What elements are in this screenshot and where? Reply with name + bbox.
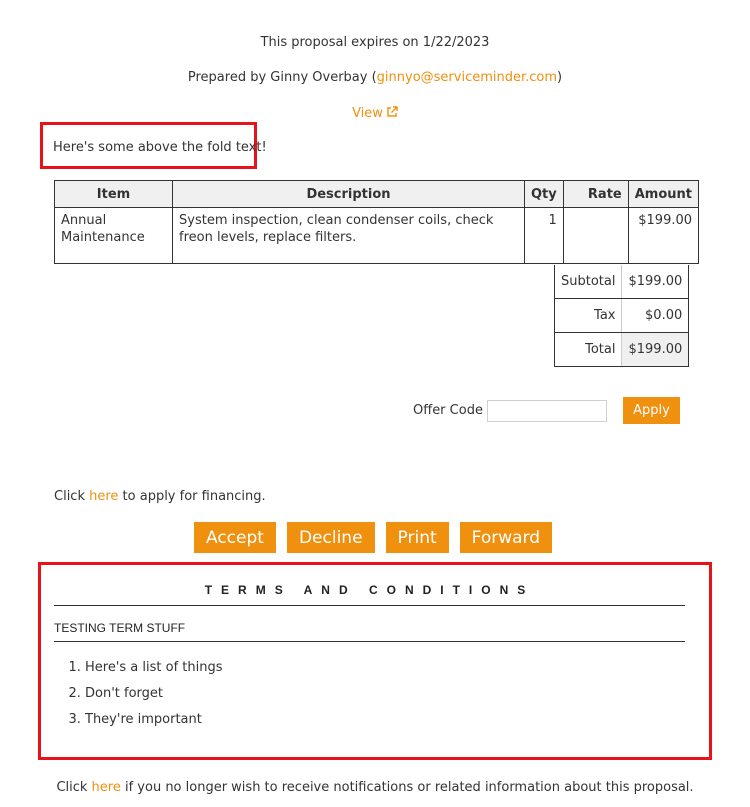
totals-table: [554, 265, 689, 367]
table-row: [55, 208, 699, 264]
cell-rate: [563, 208, 628, 264]
header-item: Item: [55, 181, 173, 208]
accept-button[interactable]: Accept: [194, 522, 276, 553]
line-items-table: [54, 180, 699, 264]
view-link[interactable]: [352, 106, 398, 121]
terms-title: TERMS AND CONDITIONS: [204, 583, 535, 597]
table-header-row: [55, 181, 699, 208]
header-qty: Qty: [525, 181, 564, 208]
prepared-by-suffix: ): [557, 70, 563, 85]
cell-amount: $199.00: [628, 208, 698, 264]
view-label: View: [352, 106, 383, 121]
list-item: 2. Don't forget: [85, 686, 223, 712]
preparer-email-link[interactable]: ginnyo@serviceminder.com: [376, 70, 558, 85]
proposal-expiration: This proposal expires on 1/22/2023: [260, 35, 490, 50]
proposal-actions: [194, 522, 563, 553]
subtotal-label: Subtotal: [555, 265, 622, 299]
forward-button[interactable]: Forward: [460, 522, 552, 553]
header-amount: Amount: [628, 181, 698, 208]
decline-button[interactable]: Decline: [287, 522, 375, 553]
offer-code-label: Offer Code: [413, 403, 483, 418]
financing-suffix: to apply for financing.: [118, 489, 266, 504]
unsubscribe-text: [0, 780, 750, 795]
terms-list: [55, 660, 223, 738]
fold-text: Here's some above the fold text!: [53, 140, 267, 155]
terms-subtitle: TESTING TERM STUFF: [54, 621, 186, 635]
subtotal-row: [555, 265, 689, 299]
prepared-by: [0, 70, 750, 85]
cell-item: Annual Maintenance: [55, 208, 173, 264]
prepared-by-prefix: Prepared by Ginny Overbay (: [187, 70, 377, 85]
total-value: $199.00: [622, 333, 689, 367]
financing-link[interactable]: here: [89, 489, 119, 504]
financing-prefix: Click: [54, 489, 90, 504]
cell-description: System inspection, clean condenser coils, check freon levels, replace filters.: [173, 208, 525, 264]
list-item: 1. Here's a list of things: [85, 660, 223, 686]
unsubscribe-prefix: Click: [56, 780, 92, 795]
divider: [54, 641, 685, 642]
tax-label: Tax: [555, 299, 622, 333]
list-item: 3. They're important: [85, 712, 223, 738]
apply-button[interactable]: Apply: [623, 397, 680, 424]
divider: [54, 605, 685, 606]
unsubscribe-link[interactable]: here: [91, 780, 121, 795]
unsubscribe-suffix: if you no longer wish to receive notifications or related information about this proposal.: [120, 780, 694, 795]
external-link-icon: [386, 106, 398, 122]
tax-row: [555, 299, 689, 333]
offer-code-form: [413, 397, 680, 424]
offer-code-input[interactable]: [487, 400, 607, 422]
subtotal-value: $199.00: [622, 265, 689, 299]
header-rate: Rate: [563, 181, 628, 208]
total-label: Total: [555, 333, 622, 367]
view-proposal: [0, 106, 750, 122]
header-description: Description: [173, 181, 525, 208]
financing-text: [54, 489, 266, 504]
total-row: [555, 333, 689, 367]
cell-qty: 1: [525, 208, 564, 264]
print-button[interactable]: Print: [386, 522, 449, 553]
tax-value: $0.00: [622, 299, 689, 333]
